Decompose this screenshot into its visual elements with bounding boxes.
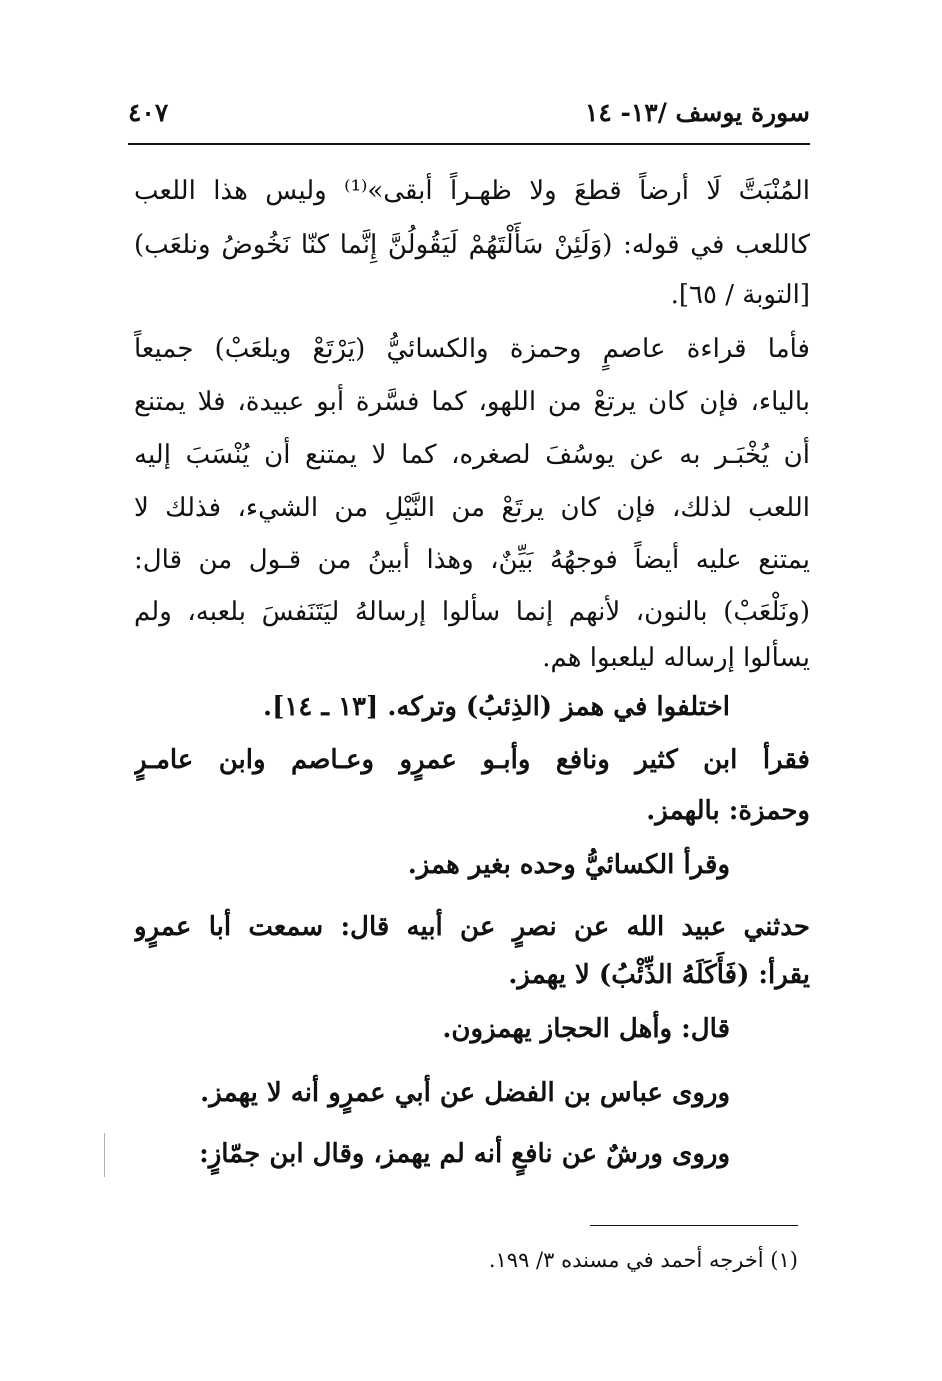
header-divider [128,143,810,145]
page-number: ٤٠٧ [128,98,169,127]
page-header [128,92,810,138]
footnote-divider [590,1225,798,1226]
text-line-17: قال: وأهل الحجاز يهمزون. [442,1014,730,1044]
text-line-5: بالياء، فإن كان يرتعْ من اللهو، كما فسَّرة أبو عبيدة، فلا يمتنع [134,387,810,417]
text-line-7: اللعب لذلك، فإن كان يرتَعْ من النَّيْلِ من الشيء، فذلك لا [134,493,810,523]
running-title: سورة يوسف /١٣- ١٤ [584,98,810,127]
scan-margin-mark [104,1133,106,1177]
text-line-14: وقرأ الكسائيُّ وحده بغير همز. [407,850,730,880]
text-line-6: أن يُخْبَـر به عن يوسُفَ لصغره، كما لا يمتنع أن يُنْسَبَ إليه [134,440,810,470]
text-line-19: وروى ورشٌ عن نافعٍ أنه لم يهمز، وقال ابن جمّازٍ: [199,1139,730,1169]
text-line-15: حدثني عبيد الله عن نصرٍ عن أبيه قال: سمعت أبا عمرٍو [134,912,810,942]
text-line-4: فأما قراءة عاصمٍ وحمزة والكسائيُّ (يَرْتَعْ ويلعَبْ) جميعاً [134,334,810,364]
text-line-13: وحمزة: بالهمز. [646,796,810,826]
text-line-8: يمتنع عليه أيضاً فوجهُهُ بَيِّنٌ، وهذا أبينُ من قـول من قال: [134,545,810,575]
text-line-2: كاللعب في قوله: (وَلَئِنْ سَأَلْتَهُمْ لَيَقُولُنَّ إِنَّما كنّا نَخُوضُ ونلعَب) [134,230,810,260]
text-line-18: وروى عباس بن الفضل عن أبي عمرٍو أنه لا يهمز. [200,1078,730,1108]
text-line-3: [التوبة / ٦٥]. [670,280,810,310]
text-line-12: فقرأ ابن كثير ونافع وأبـو عمرٍو وعـاصم وابن عامـرٍ [134,745,810,775]
text-line-9: (ونَلْعَبْ) بالنون، لأنهم إنما سألوا إرسالهُ ليَتَنَفسَ بلعبه، ولم [134,597,810,627]
text-line-10: يسألوا إرساله ليلعبوا هم. [542,643,810,673]
text-line-16: يقرأ: (فَأَكَلَهُ الذِّئْبُ) لا يهمز. [508,960,810,990]
footnote: (١) أخرجه أحمد في مسنده ٣/ ١٩٩. [488,1248,798,1272]
text-line-11: اختلفوا في همز (الذِئبُ) وتركه. [١٣ ـ ١٤]. [263,692,730,722]
text-line-1: المُنْبَتَّ لَا أرضاً قطعَ ولا ظهـراً أبقى»⁽¹⁾ وليس هذا اللعب [134,176,810,206]
